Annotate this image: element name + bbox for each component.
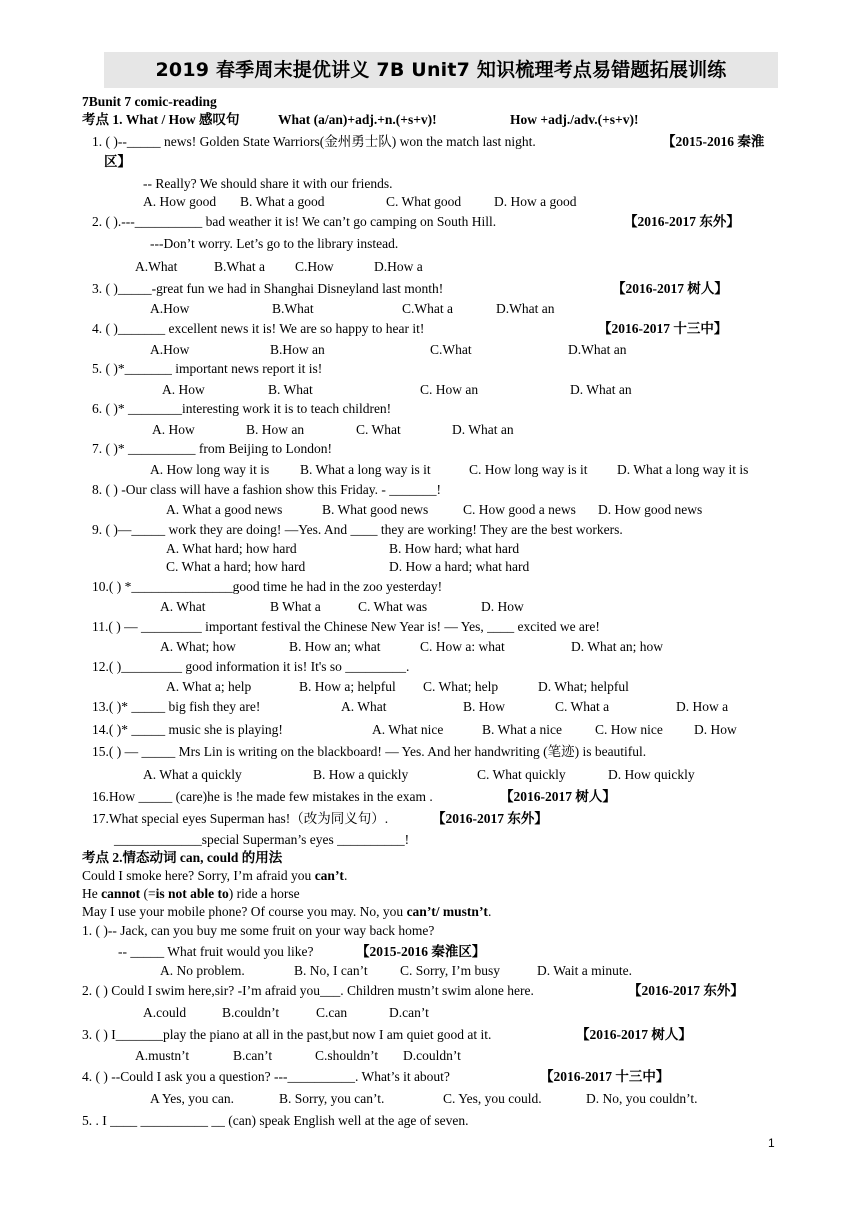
option: D.How a — [374, 259, 423, 274]
option: A. What a; help — [166, 679, 252, 694]
option: D. What; helpful — [538, 679, 629, 694]
option: B. How a quickly — [313, 767, 409, 782]
unit-heading: 7Bunit 7 comic-reading — [82, 94, 217, 109]
question-3: 3. ( )_____-great fun we had in Shanghai Disneyland last month! — [92, 281, 444, 296]
option: D. How quickly — [608, 767, 695, 782]
option: B. What a good — [240, 194, 325, 209]
option: A. No problem. — [160, 963, 245, 978]
option: C.How — [295, 259, 334, 274]
option: A. What a quickly — [143, 767, 242, 782]
option: C. What a — [555, 699, 610, 714]
option: C. How a: what — [420, 639, 505, 654]
option: D.can’t — [389, 1005, 429, 1020]
option: A. How long way it is — [150, 462, 270, 477]
question-6: 6. ( )* ________interesting work it is to teach children! — [92, 401, 392, 416]
dialog-line: -- Really? We should share it with our friends. — [143, 176, 393, 191]
option: C. How nice — [595, 722, 663, 737]
dialog-line: ---Don’t worry. Let’s go to the library instead. — [150, 236, 399, 251]
question-14: 14.( )* _____ music she is playing! — [92, 722, 283, 737]
question-10: 10.( ) *_______________good time he had in the zoo yesterday! — [92, 579, 443, 594]
option: D. How a — [676, 699, 729, 714]
option: A.mustn’t — [135, 1048, 190, 1063]
option: C.can — [316, 1005, 348, 1020]
option: A. How good — [143, 194, 217, 209]
example-2: He cannot (=is not able to) ride a horse — [82, 886, 300, 901]
p2-question-2: 2. ( ) Could I swim here,sir? -I’m afraid you___. Children mustn’t swim alone here. — [82, 983, 534, 998]
question-13: 13.( )* _____ big fish they are! — [92, 699, 261, 714]
example-3: May I use your mobile phone? Of course you may. No, you can’t/ mustn’t. — [82, 904, 492, 919]
source-tag: 【2016-2017 十三中】 — [598, 321, 728, 336]
option: B.can’t — [233, 1048, 273, 1063]
option: D. How a good — [494, 194, 577, 209]
source-tag: 区】 — [104, 154, 131, 169]
option: B. How an; what — [289, 639, 381, 654]
dialog-line: -- _____ What fruit would you like? — [118, 944, 314, 959]
option: D. How good news — [598, 502, 703, 517]
p2-question-4: 4. ( ) --Could I ask you a question? ---__________. What’s it about? — [82, 1069, 450, 1084]
option: C. Yes, you could. — [443, 1091, 542, 1106]
point2-label: 考点 2.情态动词 can, could 的用法 — [82, 850, 283, 865]
option: D. No, you couldn’t. — [586, 1091, 698, 1106]
option: B.couldn’t — [222, 1005, 280, 1020]
option: A. What — [341, 699, 387, 714]
option: B.How an — [270, 342, 325, 357]
title-banner — [104, 52, 778, 88]
option: B.What — [272, 301, 314, 316]
question-4: 4. ( )_______ excellent news it is! We are so happy to hear it! — [92, 321, 425, 336]
option: C. Sorry, I’m busy — [400, 963, 500, 978]
answer-line: _____________special Superman’s eyes __________! — [114, 832, 410, 847]
option: B. How hard; what hard — [389, 541, 520, 556]
option: C. What a hard; how hard — [166, 559, 306, 574]
p2-question-3: 3. ( ) I_______play the piano at all in the past,but now I am quiet good at it. — [82, 1027, 492, 1042]
source-tag: 【2015-2016 秦淮 — [662, 134, 765, 149]
option: A.could — [143, 1005, 187, 1020]
option: C. What quickly — [477, 767, 566, 782]
option: A. How — [152, 422, 195, 437]
question-15: 15.( ) — _____ Mrs Lin is writing on the blackboard! — Yes. And her handwriting (笔迹) is beautiful. — [92, 744, 647, 759]
question-5: 5. ( )*_______ important news report it is! — [92, 361, 323, 376]
option: D.couldn’t — [403, 1048, 461, 1063]
example-1: Could I smoke here? Sorry, I’m afraid you can’t. — [82, 868, 348, 883]
point1-rule-how: How +adj./adv.(+s+v)! — [510, 112, 639, 127]
source-tag: 【2015-2016 秦淮区】 — [356, 944, 486, 959]
source-tag: 【2016-2017 树人】 — [612, 281, 728, 296]
option: D. What a long way it is — [617, 462, 749, 477]
option: B. What — [268, 382, 313, 397]
option: C.shouldn’t — [315, 1048, 379, 1063]
option: B. What a nice — [482, 722, 562, 737]
option: C.What a — [402, 301, 453, 316]
source-tag: 【2016-2017 树人】 — [500, 789, 616, 804]
option: D. How — [694, 722, 737, 737]
option: C. How an — [420, 382, 479, 397]
point1-rule-what: What (a/an)+adj.+n.(+s+v)! — [278, 112, 437, 127]
question-17: 17.What special eyes Superman has!（改为同义句）. — [92, 811, 389, 826]
option: B. Sorry, you can’t. — [279, 1091, 385, 1106]
option: B. How a; helpful — [299, 679, 396, 694]
option: D. How a hard; what hard — [389, 559, 530, 574]
option: D. How — [481, 599, 524, 614]
option: B. No, I can’t — [294, 963, 368, 978]
option: C. How long way is it — [469, 462, 588, 477]
option: A.How — [150, 342, 190, 357]
question-9: 9. ( )—_____ work they are doing! —Yes. And ____ they are working! They are the best workers. — [92, 522, 623, 537]
p2-question-5: 5. . I ____ __________ __ (can) speak English well at the age of seven. — [82, 1113, 469, 1128]
option: B What a — [270, 599, 321, 614]
option: B. What a long way is it — [300, 462, 431, 477]
option: C.What — [430, 342, 472, 357]
page-title: 2019 春季周末提优讲义 7B Unit7 知识梳理考点易错题拓展训练 — [155, 59, 727, 81]
option: A. What; how — [160, 639, 236, 654]
question-1: 1. ( )--_____ news! Golden State Warriors(金州勇士队) won the match last night. — [92, 134, 536, 149]
source-tag: 【2016-2017 树人】 — [576, 1027, 692, 1042]
option: D.What an — [496, 301, 555, 316]
point1-label: 考点 1. What / How 感叹句 — [82, 112, 240, 127]
question-12: 12.( )_________ good information it is! It's so _________. — [92, 659, 410, 674]
question-7: 7. ( )* __________ from Beijing to London! — [92, 441, 332, 456]
source-tag: 【2016-2017 东外】 — [628, 983, 744, 998]
option: B. How an — [246, 422, 305, 437]
source-tag: 【2016-2017 东外】 — [432, 811, 548, 826]
option: A.How — [150, 301, 190, 316]
option: A. How — [162, 382, 205, 397]
p2-question-1: 1. ( )-- Jack, can you buy me some fruit on your way back home? — [82, 923, 435, 938]
source-tag: 【2016-2017 东外】 — [624, 214, 740, 229]
option: A. What a good news — [166, 502, 283, 517]
page-number: 1 — [768, 1136, 775, 1150]
option: C. How good a news — [463, 502, 576, 517]
option: A. What — [160, 599, 206, 614]
option: D. Wait a minute. — [537, 963, 633, 978]
option: C. What; help — [423, 679, 499, 694]
option: A.What — [135, 259, 178, 274]
option: A Yes, you can. — [150, 1091, 235, 1106]
option: C. What good — [386, 194, 462, 209]
option: D. What an — [570, 382, 632, 397]
question-16: 16.How _____ (care)he is !he made few mistakes in the exam . — [92, 789, 433, 804]
option: B.What a — [214, 259, 265, 274]
option: A. What hard; how hard — [166, 541, 297, 556]
option: B. How — [463, 699, 506, 714]
question-2: 2. ( ).---__________ bad weather it is! We can’t go camping on South Hill. — [92, 214, 497, 229]
option: C. What was — [358, 599, 428, 614]
option: D.What an — [568, 342, 627, 357]
question-8: 8. ( ) -Our class will have a fashion show this Friday. - _______! — [92, 482, 441, 497]
option: C. What — [356, 422, 401, 437]
source-tag: 【2016-2017 十三中】 — [540, 1069, 670, 1084]
option: A. What nice — [372, 722, 444, 737]
question-11: 11.( ) — _________ important festival the Chinese New Year is! — Yes, ____ excited we are! — [92, 619, 600, 634]
option: D. What an — [452, 422, 514, 437]
option: D. What an; how — [571, 639, 663, 654]
option: B. What good news — [322, 502, 429, 517]
